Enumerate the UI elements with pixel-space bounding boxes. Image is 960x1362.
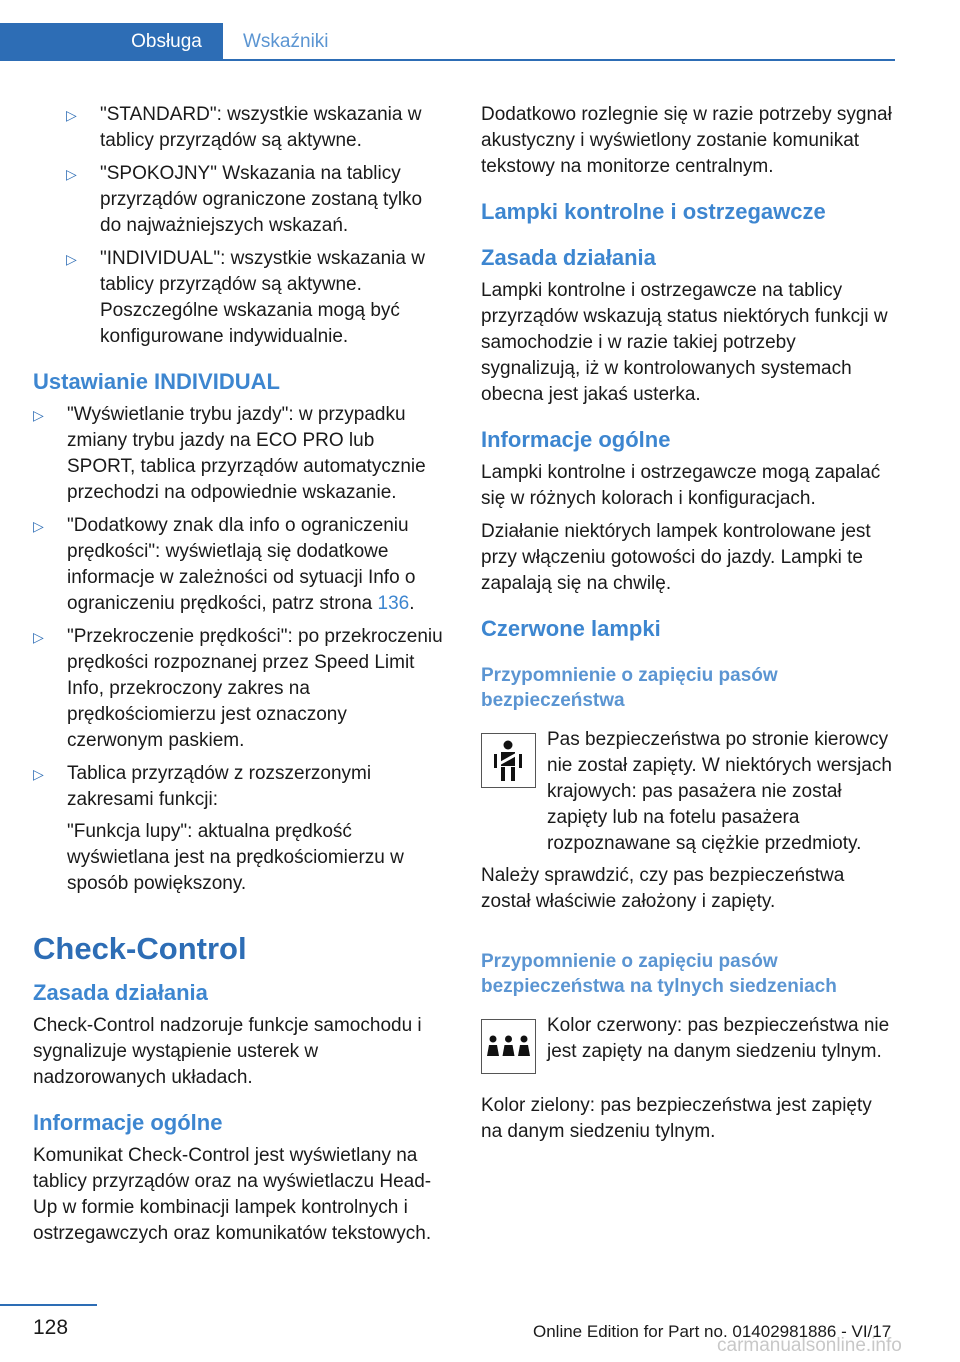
heading-czerwone: Czerwone lampki (481, 616, 661, 641)
edition-note: Online Edition for Part no. 01402981886 - VI/17 (533, 1322, 892, 1341)
tab-obsluga-label: Obsługa (131, 31, 202, 52)
triangle-bullet-icon: ▷ (66, 251, 77, 267)
paragraph-pasy: Pas bezpieczeństwa po stronie kierowcy nie został zapięty. W niektórych wersjach krajowych: pas pasażera nie został zapięty lub na fotelu pasażera rozpoznawane są ciężkie przedmioty. (547, 729, 892, 854)
right-column (481, 102, 895, 1152)
list-item: ▷ "STANDARD": wszystkie wskazania w tablicy przyrządów są aktywne. (66, 104, 422, 151)
list-item: ▷ Tablica przyrządów z rozszerzonymi zakresami funkcji: "Funkcja lupy": aktualna prędkość wyświetlana jest na prędkościomierzu w sposób powiększony. (33, 761, 445, 897)
paragraph-pasy2: Należy sprawdzić, czy pas bezpieczeństwa został właściwie założony i zapięty. (481, 865, 845, 912)
left-column (33, 102, 445, 1254)
triangle-bullet-icon: ▷ (33, 407, 44, 423)
paragraph-tyl2: Kolor zielony: pas bezpieczeństwa jest zapięty na danym siedzeniu tylnym. (481, 1095, 872, 1142)
page-link[interactable]: 136 (377, 593, 410, 614)
watermark: carmanualsonline.info (717, 1335, 902, 1356)
list-item: ▷ "INDIVIDUAL": wszystkie wskazania w tablicy przyrządów są aktywne. Poszczególne wskazania mogą być konfigurowane indywidualnie. (66, 248, 425, 347)
paragraph-informacje: Komunikat Check-Control jest wyświetlany na tablicy przyrządów oraz na wyświetlaczu Head-Up w formie kombinacji lampek kontrolnych i ostrzegawczych oraz komunikatów tekstowych. (33, 1145, 432, 1244)
paragraph-zasada: Check-Control nadzoruje funkcje samochodu i sygnalizuje wystąpienie usterek w nadzorowanych układach. (33, 1015, 422, 1088)
heading-individual: Ustawianie INDIVIDUAL (33, 369, 280, 394)
list-item: ▷ "Dodatkowy znak dla info o ograniczeniu prędkości": wyświetlają się dodatkowe informacje w zależności od sytuacji Info o ograniczeniu prędkości, patrz strona 136. (33, 515, 416, 614)
paragraph-zasada-right: Lampki kontrolne i ostrzegawcze na tablicy przyrządów wskazują status niektórych funkcji w samochodzie i w razie takiej potrzeby sygnalizują, iż w kontrolowanych systemach obecna jest jakaś usterka. (481, 280, 888, 405)
paragraph-tyl: Kolor czerwony: pas bezpieczeństwa nie jest zapięty na danym siedzeniu tylnym. (547, 1015, 890, 1062)
paragraph-info2: Działanie niektórych lampek kontrolowane jest przy włączeniu gotowości do jazdy. Lampki te zapalają się na chwilę. (481, 521, 871, 594)
triangle-bullet-icon: ▷ (66, 166, 77, 182)
heading-informacje: Informacje ogólne (33, 1110, 223, 1135)
triangle-bullet-icon: ▷ (33, 518, 44, 534)
paragraph-top: Dodatkowo rozlegnie się w razie potrzeby sygnał akustyczny i wyświetlony zostanie komunikat tekstowy na monitorze centralnym. (481, 104, 892, 177)
rear-seatbelt-row (481, 1013, 895, 1091)
header-rule (0, 59, 895, 61)
paragraph-info1: Lampki kontrolne i ostrzegawcze mogą zapalać się w różnych kolorach i konfiguracjach. (481, 462, 881, 509)
triangle-bullet-icon: ▷ (66, 107, 77, 123)
heading-check-control: Check-Control (33, 931, 247, 966)
rear-seatbelt-icon (481, 1019, 536, 1074)
heading-informacje-right: Informacje ogólne (481, 427, 671, 452)
tab-wskazniki[interactable]: Wskaźniki (243, 31, 329, 52)
footer-rule (0, 1304, 97, 1306)
seatbelt-warning-icon (481, 733, 536, 788)
list-item: ▷ "Przekroczenie prędkości": po przekroczeniu prędkości rozpoznanej przez Speed Limit Info, przekroczony zakres na prędkościomierzu jest oznaczony czerwonym paskiem. (33, 626, 443, 751)
tab-obsluga[interactable] (0, 23, 223, 61)
list-item: ▷ "SPOKOJNY" Wskazania na tablicy przyrządów ograniczone zostaną tylko do najważniejszych wskazań. (66, 163, 423, 236)
list-item: ▷ "Wyświetlanie trybu jazdy": w przypadku zmiany trybu jazdy na ECO PRO lub SPORT, tablica przyrządów automatycznie przechodzi na odpowiednie wskazanie. (33, 404, 426, 503)
heading-zasada: Zasada działania (33, 980, 208, 1005)
lupa-text: "Funkcja lupy": aktualna prędkość wyświetlana jest na prędkościomierzu w sposób powiększony. (67, 821, 404, 894)
header-bar (0, 23, 895, 61)
heading-lampki: Lampki kontrolne i ostrzegawcze (481, 199, 826, 224)
heading-pasy-tyl: Przypomnienie o zapięciu pasów bezpieczeństwa na tylnych siedzeniach (481, 951, 837, 997)
page-number: 128 (33, 1316, 69, 1339)
seatbelt-row (481, 727, 895, 857)
heading-pasy: Przypomnienie o zapięciu pasów bezpieczeństwa (481, 665, 778, 711)
triangle-bullet-icon: ▷ (33, 629, 44, 645)
heading-zasada-right: Zasada działania (481, 245, 656, 270)
triangle-bullet-icon: ▷ (33, 766, 44, 782)
